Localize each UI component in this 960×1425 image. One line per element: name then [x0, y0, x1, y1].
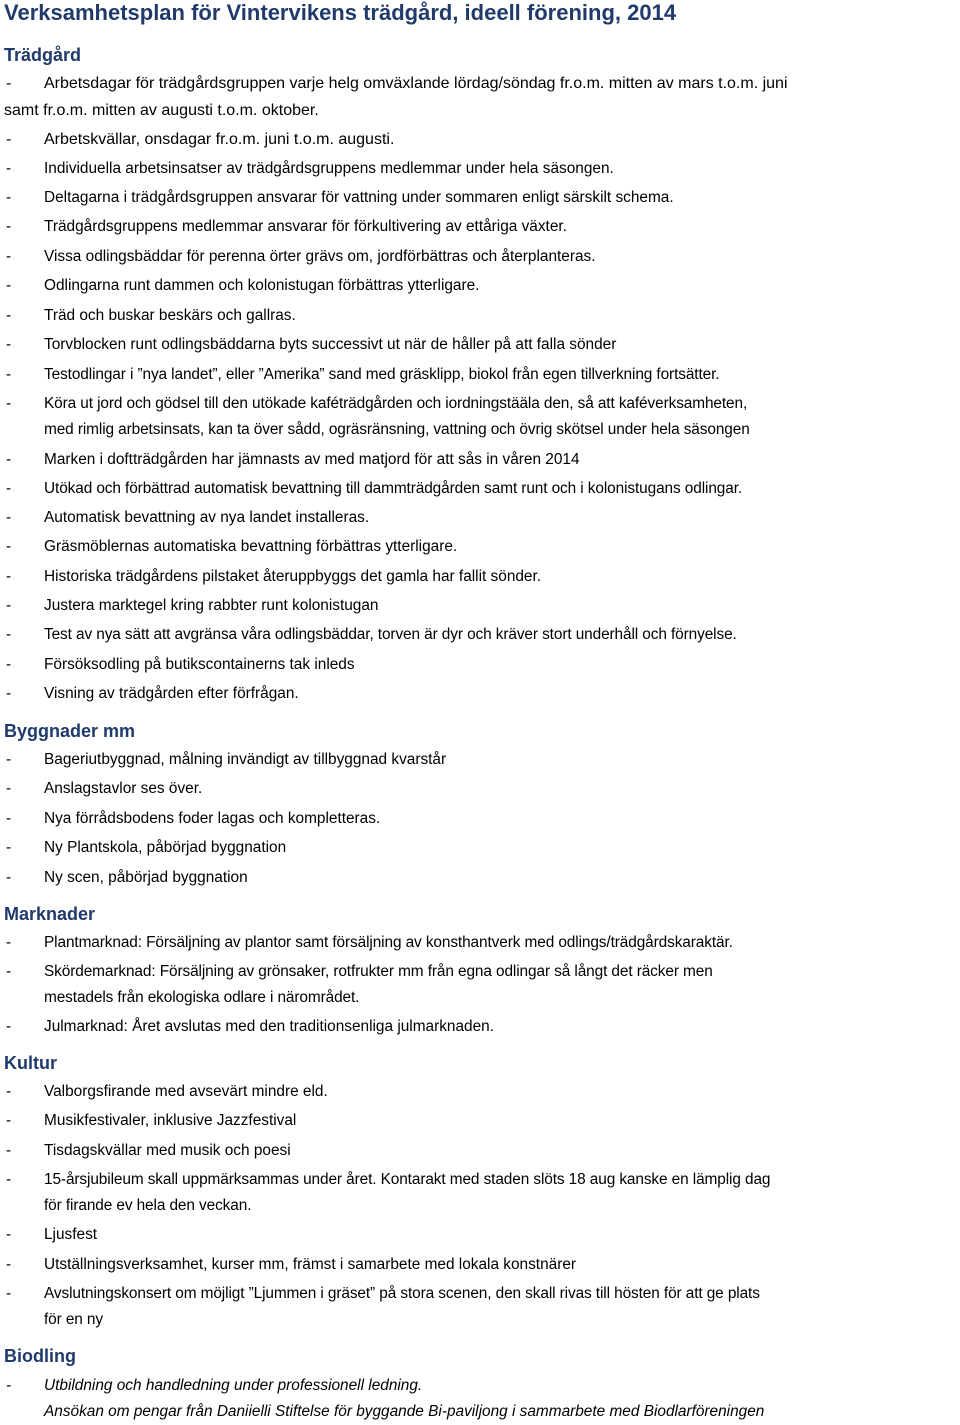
bullet-dash: -: [6, 934, 12, 951]
bullet-dash: -: [6, 131, 12, 148]
bullet-dash: -: [6, 1083, 12, 1100]
list-item-text: Träd och buskar beskärs och gallras.: [44, 307, 296, 324]
bullet-dash: -: [6, 538, 12, 555]
list-item-text: Plantmarknad: Försäljning av plantor samt försäljning av konsthantverk med odlings/trädgårdskaraktär.: [44, 934, 733, 951]
list-item-text: Tisdagskvällar med musik och poesi: [44, 1142, 291, 1159]
list-item-text: Deltagarna i trädgårdsgruppen ansvarar för vattning under sommaren enligt särskilt schema.: [44, 189, 674, 206]
bullet-dash: -: [6, 366, 12, 383]
bullet-dash: -: [6, 1018, 12, 1035]
list-item-text: Musikfestivaler, inklusive Jazzfestival: [44, 1112, 297, 1129]
bullet-dash: -: [6, 395, 12, 412]
list-item-text: Julmarknad: Året avslutas med den traditionsenliga julmarknaden.: [44, 1018, 494, 1035]
bullet-dash: -: [6, 1142, 12, 1159]
list-item-text: Vissa odlingsbäddar för perenna örter grävs om, jordförbättras och återplanteras.: [44, 248, 596, 265]
list-item-text: Automatisk bevattning av nya landet installeras.: [44, 509, 370, 526]
list-item-text: Utbildning och handledning under professionell ledning. Ansökan om pengar från Daniielli Stiftelse för byggande Bi-paviljong i sammarbete med Biodlarföreningen: [44, 1377, 765, 1420]
list-item-text: Köra ut jord och gödsel till den utökade kaféträdgården och iordningstääla den, så att kaféverksamheten, med rimlig arbetsinsats, kan ta över sådd, ogräsränsning, vattning och övrig skötsel under hela säsongen: [44, 395, 750, 438]
list-item-text: Trädgårdsgruppens medlemmar ansvarar för förkultivering av ettåriga växter.: [44, 218, 567, 235]
list-item-text: Försöksodling på butikscontainerns tak inleds: [44, 656, 355, 673]
bullet-dash: -: [6, 218, 12, 235]
bullet-dash: -: [6, 963, 12, 980]
bullet-dash: -: [6, 307, 12, 324]
bullet-dash: -: [6, 509, 12, 526]
list-item-text: Testodlingar i ”nya landet”, eller ”Amerika” sand med gräsklipp, biokol från egen tillverkning fortsätter.: [44, 366, 720, 383]
bullet-dash: -: [6, 1256, 12, 1273]
bullet-dash: -: [6, 626, 12, 643]
bullet-dash: -: [6, 1377, 12, 1394]
bullet-dash: -: [6, 839, 12, 856]
bullet-dash: -: [6, 1112, 12, 1129]
list-item-text: Individuella arbetsinsatser av trädgårdsgruppens medlemmar under hela säsongen.: [44, 160, 614, 177]
list-item-text: Skördemarknad: Försäljning av grönsaker, rotfrukter mm från egna odlingar så långt det räcker men mestadels från ekologiska odlare i närområdet.: [44, 963, 713, 1006]
bullet-dash: -: [6, 597, 12, 614]
bullet-dash: -: [6, 1226, 12, 1243]
list-item-text: Justera marktegel kring rabbter runt kolonistugan: [44, 597, 379, 614]
bullet-dash: -: [6, 810, 12, 827]
list-item-text: Arbetsdagar för trädgårdsgruppen varje helg omväxlande lördag/söndag fr.o.m. mitten av mars t.o.m. juni samt fr.o.m. mitten av augusti t.o.m. oktober.: [4, 75, 788, 119]
list-item-text: Historiska trädgårdens pilstaket återuppbyggs det gamla har fallit sönder.: [44, 568, 542, 585]
bullet-dash: -: [6, 480, 12, 497]
bullet-dash: -: [6, 1285, 12, 1302]
list-item-text: Bageriutbyggnad, målning invändigt av tillbyggnad kvarstår: [44, 751, 447, 768]
section-heading-byggnader: Byggnader mm: [4, 721, 136, 741]
bullet-dash: -: [6, 75, 12, 92]
list-item-text: 15-årsjubileum skall uppmärksammas under året. Kontarakt med staden slöts 18 aug kanske en lämplig dag för firande ev hela den veckan.: [44, 1171, 771, 1214]
list-item-text: Anslagstavlor ses över.: [44, 780, 203, 797]
list-item-text: Avslutningskonsert om möjligt ”Ljummen i gräset” på stora scenen, den skall rivas till hösten för att ge plats för en ny: [44, 1285, 760, 1328]
bullet-dash: -: [6, 1171, 12, 1188]
list-item-text: Test av nya sätt att avgränsa våra odlingsbäddar, torven är dyr och kräver stort underhåll och förnyelse.: [44, 626, 737, 643]
list-item-text: Ljusfest: [44, 1226, 98, 1243]
section-heading-tradgard: Trädgård: [4, 45, 82, 65]
bullet-dash: -: [6, 656, 12, 673]
list-item-text: Utökad och förbättrad automatisk bevattning till dammträdgården samt runt och i kolonistugans odlingar.: [44, 480, 743, 497]
bullet-dash: -: [6, 751, 12, 768]
bullet-dash: -: [6, 189, 12, 206]
list-item-text: Utställningsverksamhet, kurser mm, främst i samarbete med lokala konstnärer: [44, 1256, 577, 1273]
bullet-dash: -: [6, 451, 12, 468]
bullet-dash: -: [6, 568, 12, 585]
bullet-dash: -: [6, 780, 12, 797]
document-title: Verksamhetsplan för Vintervikens trädgård, ideell förening, 2014: [4, 0, 677, 25]
bullet-dash: -: [6, 160, 12, 177]
list-item-text: Odlingarna runt dammen och kolonistugan förbättras ytterligare.: [44, 277, 480, 294]
section-heading-marknader: Marknader: [4, 904, 96, 924]
bullet-dash: -: [6, 685, 12, 702]
section-heading-biodling: Biodling: [4, 1346, 76, 1366]
list-item-text: Torvblocken runt odlingsbäddarna byts successivt ut när de håller på att falla sönder: [44, 336, 617, 353]
list-item-text: Visning av trädgården efter förfrågan.: [44, 685, 299, 702]
bullet-dash: -: [6, 336, 12, 353]
list-item-text: Ny scen, påbörjad byggnation: [44, 869, 248, 886]
list-item-text: Gräsmöblernas automatiska bevattning förbättras ytterligare.: [44, 538, 458, 555]
bullet-dash: -: [6, 248, 12, 265]
section-heading-kultur: Kultur: [4, 1053, 57, 1073]
list-item-text: Nya förrådsbodens foder lagas och kompletteras.: [44, 810, 381, 827]
list-item-text: Arbetskvällar, onsdagar fr.o.m. juni t.o.m. augusti.: [44, 131, 395, 148]
bullet-dash: -: [6, 277, 12, 294]
list-item-text: Valborgsfirande med avsevärt mindre eld.: [44, 1083, 328, 1100]
list-item-text: Ny Plantskola, påbörjad byggnation: [44, 839, 287, 856]
list-item-text: Marken i doftträdgården har jämnasts av med matjord för att sås in våren 2014: [44, 451, 580, 468]
bullet-dash: -: [6, 869, 12, 886]
